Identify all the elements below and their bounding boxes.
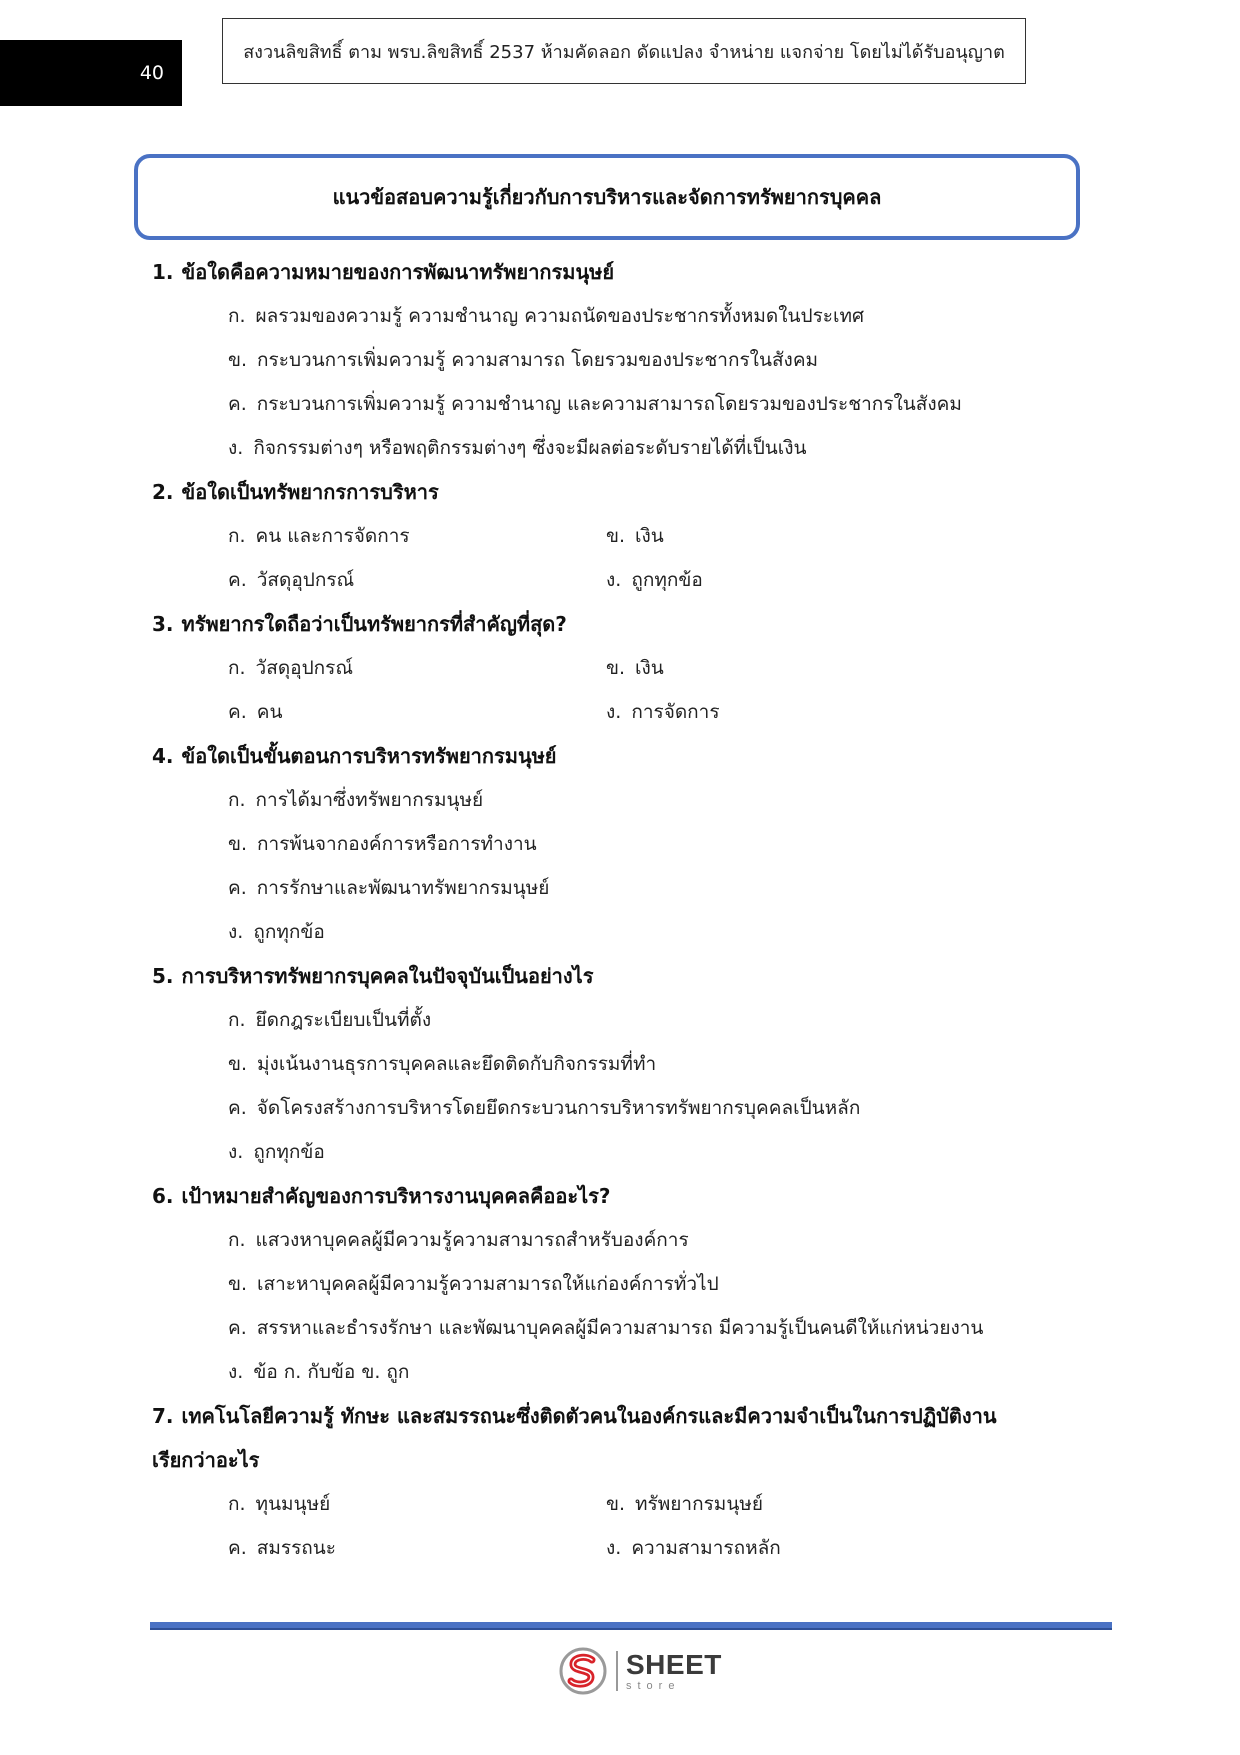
question-number: 1. [152, 260, 174, 284]
question-text-continued: เรียกว่าอะไร [152, 1448, 260, 1472]
question-number: 5. [152, 964, 174, 988]
sheet-store-logo [558, 1646, 722, 1696]
footer-divider [150, 1622, 1112, 1630]
option-d: ง. ความสามารถหลัก [606, 1537, 781, 1559]
page-number: 40 [139, 62, 164, 84]
question-text [152, 954, 1092, 998]
option-d: ง. กิจกรรมต่างๆ หรือพฤติกรรมต่างๆ ซึ่งจะมีผลต่อระดับรายได้ที่เป็นเงิน [228, 437, 807, 459]
option-b: ข. ทรัพยากรมนุษย์ [606, 1493, 763, 1515]
question-text [152, 1394, 1092, 1438]
option-d: ง. ถูกทุกข้อ [228, 921, 325, 943]
option-d: ง. ถูกทุกข้อ [228, 1141, 325, 1163]
option-b: ข. เงิน [606, 525, 664, 547]
option-b: ข. กระบวนการเพิ่มความรู้ ความสามารถ โดยรวมของประชากรในสังคม [228, 349, 819, 371]
option-b: ข. เงิน [606, 657, 664, 679]
question-text [152, 602, 1092, 646]
option-d: ง. ถูกทุกข้อ [606, 569, 703, 591]
logo-subtext: store [626, 1679, 681, 1692]
question-stem: ทรัพยากรใดถือว่าเป็นทรัพยากรที่สำคัญที่สุด? [181, 612, 567, 636]
option-c: ค. สมรรถนะ [228, 1537, 336, 1559]
option-c: ค. สรรหาและธำรงรักษา และพัฒนาบุคคลผู้มีความสามารถ มีความรู้เป็นคนดีให้แก่หน่วยงาน [228, 1317, 984, 1339]
question-number: 4. [152, 744, 174, 768]
option-c: ค. การรักษาและพัฒนาทรัพยากรมนุษย์ [228, 877, 550, 899]
question-number: 2. [152, 480, 174, 504]
question-stem: ข้อใดคือความหมายของการพัฒนาทรัพยากรมนุษย์ [181, 260, 615, 284]
question-stem: เทคโนโลยีความรู้ ทักษะ และสมรรถนะซึ่งติดตัวคนในองค์กรและมีความจำเป็นในการปฏิบัติงาน [181, 1404, 997, 1428]
question-2 [152, 470, 1092, 602]
question-number: 3. [152, 612, 174, 636]
option-c: ค. กระบวนการเพิ่มความรู้ ความชำนาญ และความสามารถโดยรวมของประชากรในสังคม [228, 393, 962, 415]
option-a: ก. แสวงหาบุคคลผู้มีความรู้ความสามารถสำหรับองค์การ [228, 1229, 689, 1251]
question-number: 6. [152, 1184, 174, 1208]
page-number-box [0, 40, 182, 106]
question-6 [152, 1174, 1092, 1394]
question-7 [152, 1394, 1092, 1570]
logo-divider [616, 1651, 618, 1691]
option-a: ก. ผลรวมของความรู้ ความชำนาญ ความถนัดของประชากรทั้งหมดในประเทศ [228, 305, 865, 327]
option-a: ก. ยึดกฎระเบียบเป็นที่ตั้ง [228, 1009, 432, 1031]
option-a: ก. ทุนมนุษย์ [228, 1493, 331, 1515]
option-b: ข. การพ้นจากองค์การหรือการทำงาน [228, 833, 537, 855]
option-a: ก. วัสดุอุปกรณ์ [228, 657, 353, 679]
copyright-notice [222, 18, 1026, 84]
question-text [152, 250, 1092, 294]
question-stem: การบริหารทรัพยากรบุคคลในปัจจุบันเป็นอย่างไร [181, 964, 594, 988]
question-text [152, 1174, 1092, 1218]
option-b: ข. เสาะหาบุคคลผู้มีความรู้ความสามารถให้แก่องค์การทั่วไป [228, 1273, 719, 1295]
section-title: แนวข้อสอบความรู้เกี่ยวกับการบริหารและจัดการทรัพยากรบุคคล [332, 185, 882, 209]
question-4 [152, 734, 1092, 954]
question-stem: ข้อใดเป็นขั้นตอนการบริหารทรัพยากรมนุษย์ [181, 744, 557, 768]
option-d: ง. ข้อ ก. กับข้อ ข. ถูก [228, 1361, 410, 1383]
question-1 [152, 250, 1092, 470]
logo-word: SHEET [626, 1648, 722, 1680]
question-stem: ข้อใดเป็นทรัพยากรการบริหาร [181, 480, 439, 504]
option-a: ก. การได้มาซึ่งทรัพยากรมนุษย์ [228, 789, 484, 811]
question-number: 7. [152, 1404, 174, 1428]
question-text [152, 734, 1092, 778]
question-list [152, 250, 1092, 1570]
copyright-text: สงวนลิขสิทธิ์ ตาม พรบ.ลิขสิทธิ์ 2537 ห้ามคัดลอก ดัดแปลง จำหน่าย แจกจ่าย โดยไม่ได้รับอนุญาต [243, 41, 1005, 63]
option-c: ค. จัดโครงสร้างการบริหารโดยยึดกระบวนการบริหารทรัพยากรบุคคลเป็นหลัก [228, 1097, 861, 1119]
option-a: ก. คน และการจัดการ [228, 525, 410, 547]
question-text [152, 470, 1092, 514]
section-title-box [134, 154, 1080, 240]
option-c: ค. วัสดุอุปกรณ์ [228, 569, 355, 591]
option-d: ง. การจัดการ [606, 701, 720, 723]
question-stem: เป้าหมายสำคัญของการบริหารงานบุคคลคืออะไร? [181, 1184, 611, 1208]
question-3 [152, 602, 1092, 734]
option-b: ข. มุ่งเน้นงานธุรการบุคคลและยึดติดกับกิจกรรมที่ทำ [228, 1053, 657, 1075]
option-c: ค. คน [228, 701, 283, 723]
sheet-store-s-icon [558, 1646, 608, 1696]
logo-text [626, 1648, 722, 1692]
question-5 [152, 954, 1092, 1174]
